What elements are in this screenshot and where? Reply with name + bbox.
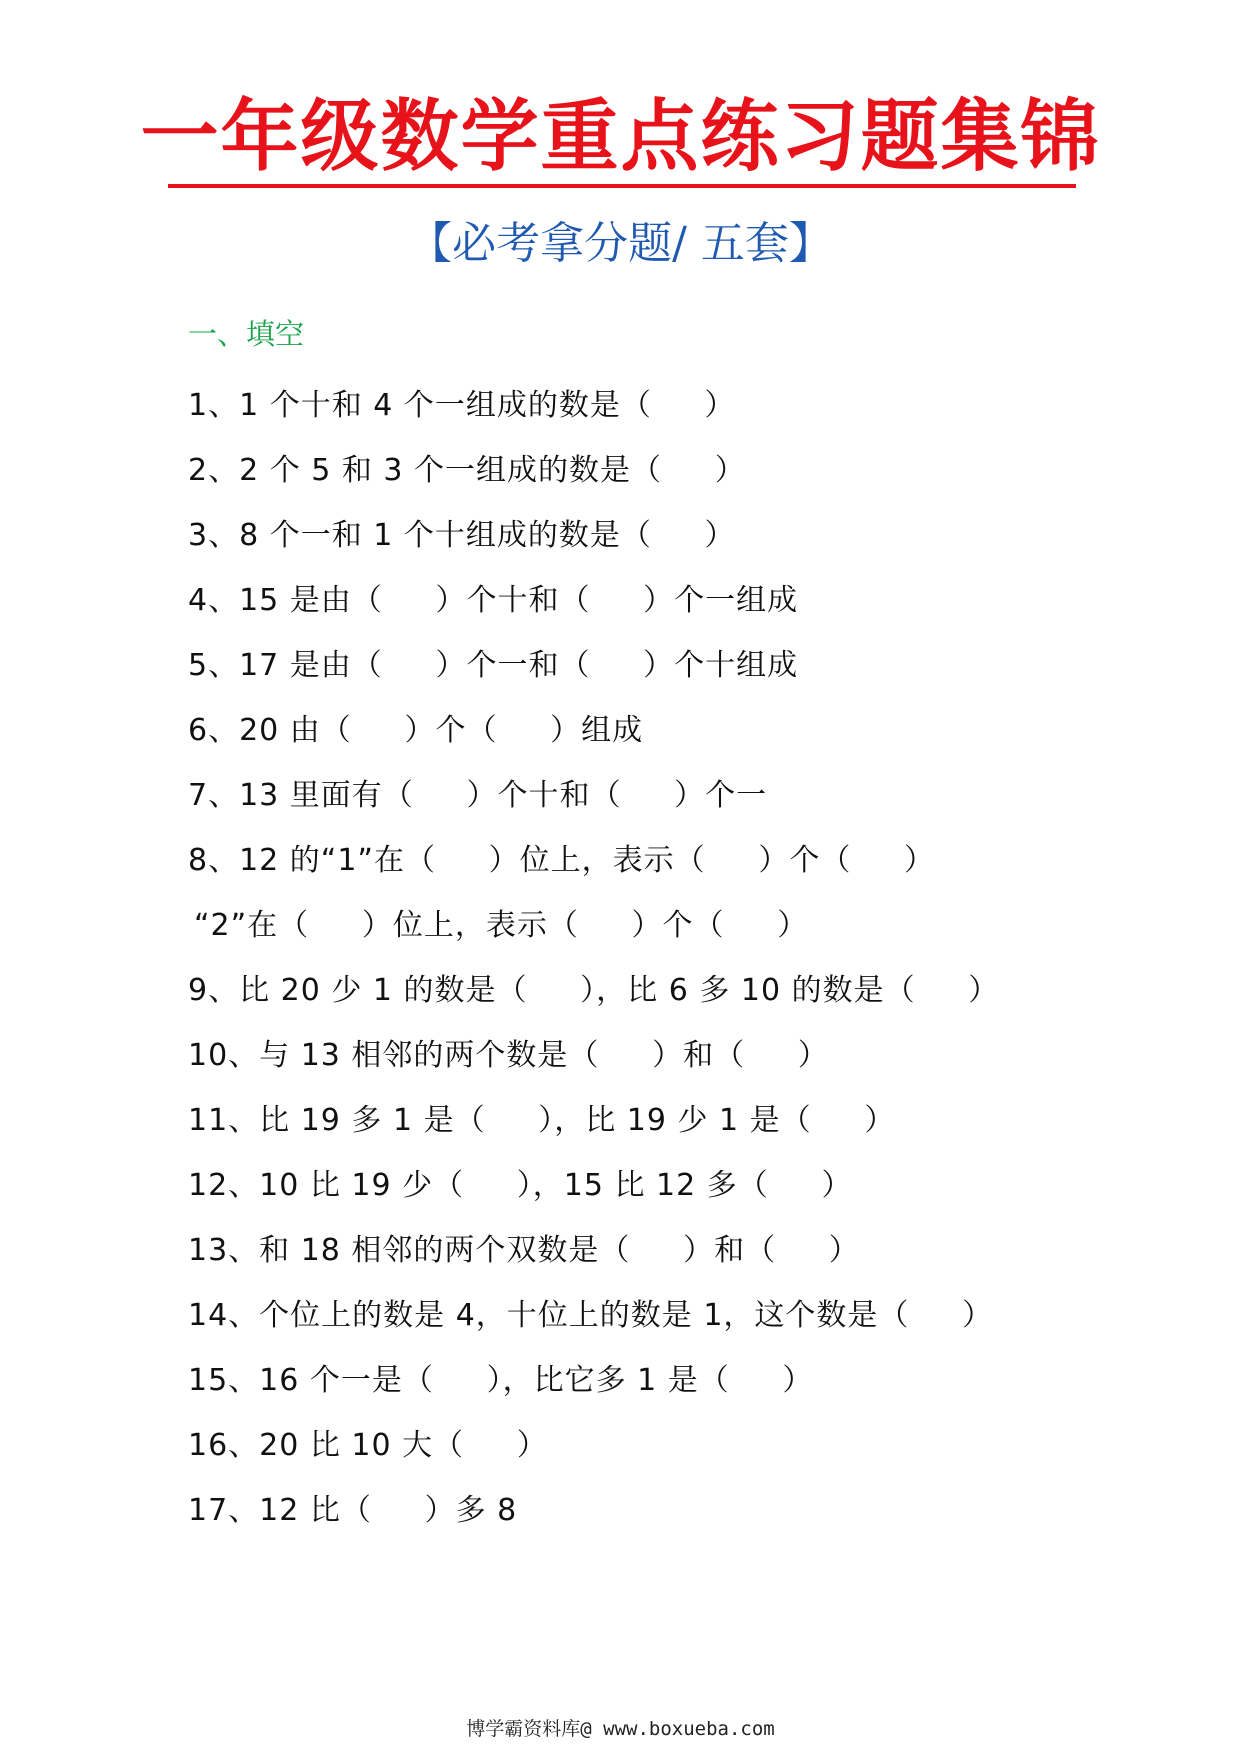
question-item: 16、20 比 10 大（ ）: [188, 1428, 548, 1463]
question-item: 12、10 比 19 少（ ），15 比 12 多（ ）: [188, 1168, 853, 1203]
page-subtitle: 【必考拿分题/ 五套】: [408, 218, 833, 269]
question-item: 15、16 个一是（ ），比它多 1 是（ ）: [188, 1363, 814, 1398]
question-item: 8、12 的“1”在（ ）位上，表示（ ）个（ ）: [188, 843, 936, 878]
question-list: [188, 380, 999, 1550]
question-item: 11、比 19 多 1 是（ ），比 19 少 1 是（ ）: [188, 1103, 896, 1138]
question-item: 2、2 个 5 和 3 个一组成的数是（ ）: [188, 453, 746, 488]
question-item: 6、20 由（ ）个（ ）组成: [188, 713, 644, 748]
question-item: 9、比 20 少 1 的数是（ ），比 6 多 10 的数是（ ）: [188, 973, 1000, 1008]
question-item: 14、个位上的数是 4，十位上的数是 1，这个数是（ ）: [188, 1298, 994, 1333]
question-item: 17、12 比（ ）多 8: [188, 1493, 518, 1528]
question-item-continuation: “2”在（ ）位上，表示（ ）个（ ）: [194, 908, 809, 943]
question-item: 4、15 是由（ ）个十和（ ）个一组成: [188, 583, 799, 618]
question-item: 13、和 18 相邻的两个双数是（ ）和（ ）: [188, 1233, 860, 1268]
question-item: 5、17 是由（ ）个一和（ ）个十组成: [188, 648, 799, 683]
page-title: 一年级数学重点练习题集锦: [140, 91, 1101, 182]
question-item: 7、13 里面有（ ）个十和（ ）个一: [188, 778, 768, 813]
section-heading: 一、填空: [188, 317, 305, 351]
question-item: 10、与 13 相邻的两个数是（ ）和（ ）: [188, 1038, 829, 1073]
question-item: 1、1 个十和 4 个一组成的数是（ ）: [188, 388, 736, 423]
footer-watermark: 博学霸资料库@ www.boxueba.com: [466, 1718, 775, 1740]
question-item: 3、8 个一和 1 个十组成的数是（ ）: [188, 518, 736, 553]
title-underline: [168, 184, 1076, 188]
